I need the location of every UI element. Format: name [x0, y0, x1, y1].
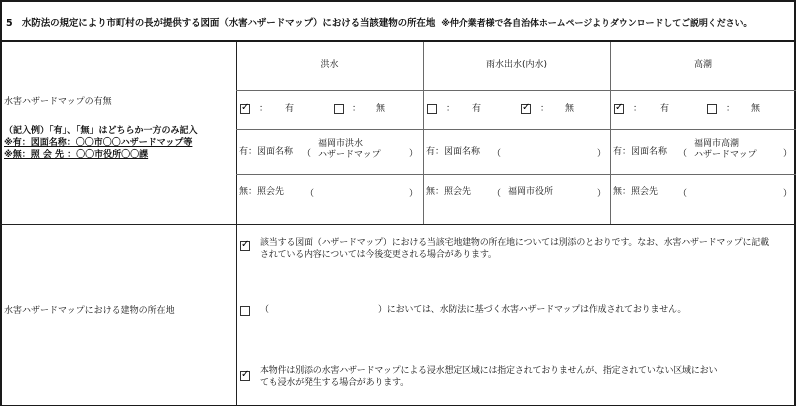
flood-map-name-label: 有：図面名称 [239, 147, 294, 157]
inland-inquiry-value: 福岡市役所 [508, 187, 554, 197]
column-header-inland: 雨水出水(内水) [485, 60, 548, 70]
flood-inquiry-label: 無：照会先 [239, 187, 285, 197]
flood-none-label: 無 [376, 104, 386, 114]
colon: ： [446, 104, 456, 114]
inland-inquiry-label: 無：照会先 [426, 187, 472, 197]
divider [0, 224, 796, 225]
colon: ： [633, 104, 643, 114]
close-paren: ） [409, 149, 419, 159]
location-row-label: 水害ハザードマップにおける建物の所在地 [4, 306, 175, 316]
instruction-none: ※無：照 会 先 ：〇〇市役所〇〇課 [4, 150, 149, 160]
location-option-1-checkbox[interactable] [240, 241, 250, 251]
surge-map-name-value: 福岡市高潮 ハザードマップ [694, 139, 757, 160]
section-title-text: 5 水防法の規定により市町村の長が提供する図面（水害ハザードマップ）における当該建物の所在地 [6, 18, 436, 29]
divider [236, 174, 796, 175]
location-option-3-checkbox[interactable] [240, 371, 250, 381]
open-paren: （ [492, 189, 502, 199]
inland-has-label: 有 [472, 104, 482, 114]
open-paren: （ [302, 149, 312, 159]
close-paren: ） [597, 189, 607, 199]
flood-map-name-value: 福岡市洪水 ハザードマップ [318, 139, 381, 160]
surge-has-label: 有 [660, 104, 670, 114]
location-option-2-prefix: （ [260, 305, 270, 315]
divider [236, 224, 237, 406]
colon: ： [259, 104, 269, 114]
flood-has-checkbox[interactable] [240, 104, 250, 114]
close-paren: ） [783, 189, 793, 199]
column-header-storm-surge: 高潮 [693, 60, 712, 70]
surge-inquiry-label: 無：照会先 [613, 187, 659, 197]
open-paren: （ [305, 189, 315, 199]
inland-map-name-label: 有：図面名称 [426, 147, 481, 157]
colon: ： [726, 104, 736, 114]
surge-none-label: 無 [751, 104, 761, 114]
close-paren: ） [597, 149, 607, 159]
inland-has-checkbox[interactable] [427, 104, 437, 114]
colon: ： [352, 104, 362, 114]
flood-none-checkbox[interactable] [334, 104, 344, 114]
open-paren: （ [678, 189, 688, 199]
instruction-has: ※有：図面名称：〇〇市〇〇ハザードマップ等 [4, 138, 193, 148]
section-title [0, 0, 796, 42]
divider [236, 90, 796, 91]
surge-none-checkbox[interactable] [707, 104, 717, 114]
inland-none-label: 無 [565, 104, 575, 114]
hazard-row-label: 水害ハザードマップの有無 [4, 97, 112, 107]
close-paren: ） [783, 149, 793, 159]
open-paren: （ [678, 149, 688, 159]
close-paren: ） [409, 189, 419, 199]
flood-has-label: 有 [285, 104, 295, 114]
inland-none-checkbox[interactable] [521, 104, 531, 114]
location-option-1-text: 該当する図面（ハザードマップ）における当該宅地建物の所在地については別添のとおりです。なお、水害ハザードマップに記載 されている内容については今後変更される場合があります。 [260, 238, 769, 260]
colon: ： [540, 104, 550, 114]
surge-has-checkbox[interactable] [614, 104, 624, 114]
open-paren: （ [492, 149, 502, 159]
divider [236, 129, 796, 130]
location-option-3-text: 本物件は別添の水害ハザードマップによる浸水想定区域には指定されておりませんが、指定されていない区域におい ても浸水が発生する場合があります。 [260, 366, 718, 388]
section-title-note: ※仲介業者様で各自治体ホームページよりダウンロードしてご説明ください。 [441, 19, 753, 29]
surge-map-name-label: 有：図面名称 [613, 147, 668, 157]
location-option-2-checkbox[interactable] [240, 306, 250, 316]
location-option-2-text: ）においては、水防法に基づく水害ハザードマップは作成されておりません。 [378, 305, 687, 315]
instruction-example: （記入例）「有」、「無」はどちらか一方のみ記入 [4, 126, 198, 136]
column-header-flood: 洪水 [320, 60, 339, 70]
